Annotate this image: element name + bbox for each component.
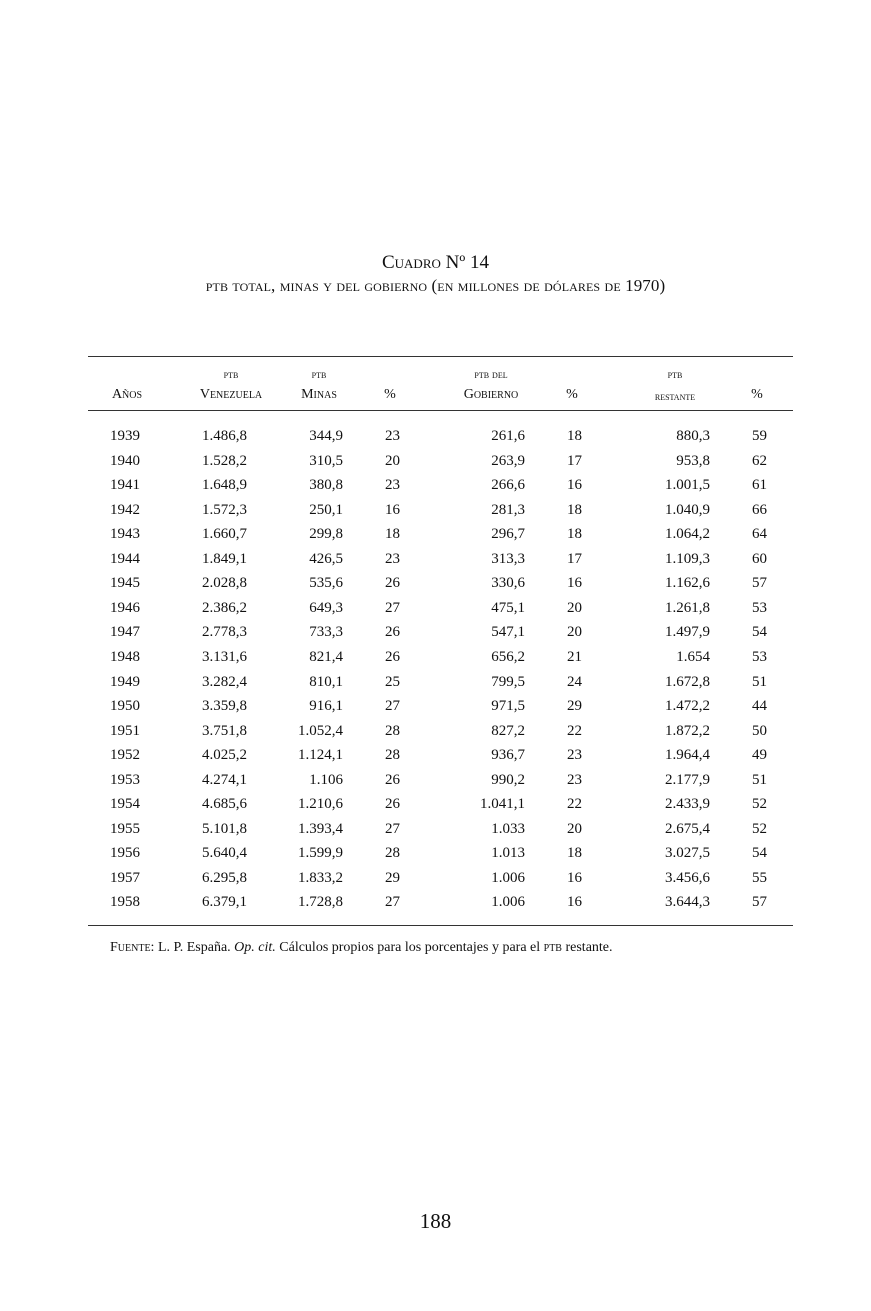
cell-pct-gobierno: 20 — [567, 820, 582, 837]
cell-ptb-minas: 916,1 — [309, 698, 343, 715]
header-ptb-venezuela: Venezuela — [199, 387, 263, 402]
cell-ptb-minas: 426,5 — [309, 550, 343, 567]
cell-ptb-gobierno: 263,9 — [491, 452, 525, 469]
cell-ptb-minas: 1.210,6 — [298, 796, 343, 813]
header-ptb-venezuela-top: ptb — [223, 367, 239, 381]
cell-year: 1956 — [110, 845, 140, 862]
cell-ptb-restante: 1.472,2 — [665, 698, 710, 715]
cell-pct-restante: 54 — [752, 845, 767, 862]
cell-pct-minas: 28 — [385, 747, 400, 764]
cell-ptb-gobierno: 313,3 — [491, 550, 525, 567]
header-pct-restante: % — [751, 387, 763, 402]
cell-ptb-gobierno: 971,5 — [491, 698, 525, 715]
source-label: Fuente: — [110, 940, 155, 955]
cell-pct-minas: 23 — [385, 550, 400, 567]
cell-ptb-minas: 1.833,2 — [298, 869, 343, 886]
cell-ptb-minas: 310,5 — [309, 452, 343, 469]
header-ptb-gobierno-top: ptb del — [474, 367, 508, 381]
cell-pct-restante: 57 — [752, 894, 767, 911]
cell-ptb-venezuela: 3.282,4 — [202, 673, 247, 690]
cell-ptb-restante: 953,8 — [676, 452, 710, 469]
source-text: restante. — [561, 940, 613, 955]
cell-ptb-venezuela: 2.028,8 — [202, 575, 247, 592]
cell-ptb-gobierno: 1.033 — [491, 820, 525, 837]
cell-ptb-gobierno: 799,5 — [491, 673, 525, 690]
cell-pct-gobierno: 16 — [567, 869, 582, 886]
cell-ptb-gobierno: 547,1 — [491, 624, 525, 641]
top-rule — [88, 356, 793, 357]
source-ptb: ptb — [543, 940, 562, 955]
cell-ptb-gobierno: 656,2 — [491, 648, 525, 665]
cell-year: 1954 — [110, 796, 140, 813]
cell-ptb-gobierno: 990,2 — [491, 771, 525, 788]
cell-pct-restante: 49 — [752, 747, 767, 764]
cell-pct-gobierno: 21 — [567, 648, 582, 665]
cell-ptb-minas: 1.393,4 — [298, 820, 343, 837]
cell-year: 1945 — [110, 575, 140, 592]
cell-ptb-restante: 880,3 — [676, 428, 710, 444]
cell-pct-restante: 64 — [752, 526, 767, 543]
cell-ptb-restante: 1.497,9 — [665, 624, 710, 641]
cell-ptb-restante: 1.261,8 — [665, 599, 710, 616]
cell-pct-gobierno: 16 — [567, 894, 582, 911]
cell-ptb-restante: 3.027,5 — [665, 845, 710, 862]
cell-ptb-restante: 1.672,8 — [665, 673, 710, 690]
table-title-number: Nº 14 — [445, 252, 490, 273]
cell-ptb-restante: 1.109,3 — [665, 550, 710, 567]
cell-pct-restante: 53 — [752, 648, 767, 665]
cell-pct-restante: 51 — [752, 771, 767, 788]
cell-year: 1952 — [110, 747, 140, 764]
cell-pct-minas: 28 — [385, 722, 400, 739]
cell-ptb-gobierno: 936,7 — [491, 747, 525, 764]
cell-ptb-venezuela: 1.572,3 — [202, 501, 247, 518]
cell-pct-restante: 55 — [752, 869, 767, 886]
cell-pct-gobierno: 23 — [567, 747, 582, 764]
header-ptb-minas-top: ptb — [311, 367, 327, 381]
cell-ptb-venezuela: 3.751,8 — [202, 722, 247, 739]
cell-ptb-minas: 380,8 — [309, 477, 343, 494]
cell-ptb-venezuela: 6.295,8 — [202, 869, 247, 886]
cell-ptb-venezuela: 5.640,4 — [202, 845, 247, 862]
cell-pct-gobierno: 22 — [567, 722, 582, 739]
cell-pct-minas: 28 — [385, 845, 400, 862]
cell-ptb-restante: 2.177,9 — [665, 771, 710, 788]
cell-ptb-restante: 2.433,9 — [665, 796, 710, 813]
cell-pct-minas: 29 — [385, 869, 400, 886]
cell-pct-minas: 27 — [385, 599, 400, 616]
table-title — [0, 252, 871, 274]
cell-year: 1944 — [110, 550, 140, 567]
cell-pct-restante: 57 — [752, 575, 767, 592]
cell-ptb-minas: 1.124,1 — [298, 747, 343, 764]
cell-ptb-gobierno: 1.006 — [491, 894, 525, 911]
cell-ptb-restante: 1.964,4 — [665, 747, 710, 764]
cell-ptb-minas: 1.106 — [309, 771, 343, 788]
cell-ptb-minas: 250,1 — [309, 501, 343, 518]
cell-year: 1940 — [110, 452, 140, 469]
cell-ptb-restante: 1.654 — [676, 648, 710, 665]
source-text: L. P. España. — [154, 940, 235, 955]
cell-pct-gobierno: 16 — [567, 575, 582, 592]
table-title-prefix: Cuadro — [381, 252, 441, 273]
cell-year: 1958 — [110, 894, 140, 911]
cell-ptb-gobierno: 1.013 — [491, 845, 525, 862]
cell-ptb-restante: 3.644,3 — [665, 894, 710, 911]
cell-pct-gobierno: 18 — [567, 501, 582, 518]
cell-ptb-gobierno: 1.041,1 — [480, 796, 525, 813]
cell-ptb-venezuela: 5.101,8 — [202, 820, 247, 837]
cell-year: 1946 — [110, 599, 140, 616]
cell-pct-gobierno: 24 — [567, 673, 582, 690]
cell-ptb-minas: 1.052,4 — [298, 722, 343, 739]
cell-ptb-minas: 299,8 — [309, 526, 343, 543]
cell-year: 1942 — [110, 501, 140, 518]
cell-pct-gobierno: 23 — [567, 771, 582, 788]
cell-pct-minas: 26 — [385, 771, 400, 788]
cell-pct-minas: 26 — [385, 648, 400, 665]
page-number: 188 — [419, 1209, 452, 1233]
cell-pct-gobierno: 29 — [567, 698, 582, 715]
cell-ptb-venezuela: 3.359,8 — [202, 698, 247, 715]
header-ptb-restante-top: ptb — [667, 367, 683, 381]
cell-year: 1950 — [110, 698, 140, 715]
cell-ptb-venezuela: 2.778,3 — [202, 624, 247, 641]
cell-ptb-restante: 2.675,4 — [665, 820, 710, 837]
cell-pct-minas: 25 — [385, 673, 400, 690]
cell-pct-restante: 51 — [752, 673, 767, 690]
cell-year: 1955 — [110, 820, 140, 837]
cell-pct-restante: 53 — [752, 599, 767, 616]
cell-ptb-gobierno: 281,3 — [491, 501, 525, 518]
cell-pct-minas: 20 — [385, 452, 400, 469]
cell-pct-minas: 26 — [385, 575, 400, 592]
cell-pct-gobierno: 22 — [567, 796, 582, 813]
cell-pct-gobierno: 17 — [567, 452, 582, 469]
cell-ptb-gobierno: 296,7 — [491, 526, 525, 543]
cell-ptb-minas: 1.599,9 — [298, 845, 343, 862]
cell-ptb-venezuela: 1.486,8 — [202, 428, 247, 444]
cell-year: 1941 — [110, 477, 140, 494]
cell-ptb-restante: 1.064,2 — [665, 526, 710, 543]
cell-pct-minas: 27 — [385, 820, 400, 837]
cell-ptb-venezuela: 4.025,2 — [202, 747, 247, 764]
cell-pct-restante: 66 — [752, 501, 767, 518]
cell-pct-minas: 16 — [385, 501, 400, 518]
source-note — [110, 940, 613, 956]
cell-year: 1957 — [110, 869, 140, 886]
cell-ptb-venezuela: 4.685,6 — [202, 796, 247, 813]
cell-pct-restante: 60 — [752, 550, 767, 567]
table-subtitle: ptb total, minas y del gobierno (en millones de dólares de 1970) — [205, 276, 666, 295]
cell-year: 1943 — [110, 526, 140, 543]
cell-year: 1951 — [110, 722, 140, 739]
header-pct-minas: % — [384, 387, 396, 402]
header-rule — [88, 410, 793, 411]
cell-ptb-venezuela: 1.660,7 — [202, 526, 247, 543]
cell-year: 1939 — [110, 428, 140, 444]
cell-year: 1953 — [110, 771, 140, 788]
cell-pct-restante: 62 — [752, 452, 767, 469]
cell-ptb-restante: 1.001,5 — [665, 477, 710, 494]
cell-pct-minas: 27 — [385, 698, 400, 715]
cell-ptb-restante: 3.456,6 — [665, 869, 710, 886]
cell-ptb-restante: 1.872,2 — [665, 722, 710, 739]
cell-ptb-venezuela: 3.131,6 — [202, 648, 247, 665]
header-ptb-restante: restante — [654, 389, 696, 403]
cell-pct-restante: 52 — [752, 820, 767, 837]
cell-pct-gobierno: 18 — [567, 428, 582, 444]
cell-pct-gobierno: 16 — [567, 477, 582, 494]
cell-ptb-gobierno: 266,6 — [491, 477, 525, 494]
cell-pct-minas: 23 — [385, 428, 400, 444]
cell-pct-minas: 26 — [385, 624, 400, 641]
cell-ptb-venezuela: 1.648,9 — [202, 477, 247, 494]
cell-pct-restante: 50 — [752, 722, 767, 739]
source-text: Cálculos propios para los porcentajes y para el — [275, 940, 544, 955]
cell-pct-restante: 61 — [752, 477, 767, 494]
cell-ptb-gobierno: 827,2 — [491, 722, 525, 739]
cell-pct-minas: 23 — [385, 477, 400, 494]
cell-pct-minas: 18 — [385, 526, 400, 543]
bottom-rule — [88, 925, 793, 926]
cell-pct-restante: 54 — [752, 624, 767, 641]
cell-ptb-minas: 821,4 — [309, 648, 343, 665]
cell-ptb-gobierno: 1.006 — [491, 869, 525, 886]
cell-pct-gobierno: 20 — [567, 599, 582, 616]
cell-ptb-venezuela: 6.379,1 — [202, 894, 247, 911]
cell-year: 1949 — [110, 673, 140, 690]
header-ptb-gobierno: Gobierno — [463, 387, 519, 402]
cell-pct-gobierno: 17 — [567, 550, 582, 567]
header-ptb-minas: Minas — [301, 387, 337, 402]
cell-ptb-venezuela: 2.386,2 — [202, 599, 247, 616]
source-citation: Op. cit. — [234, 940, 276, 955]
cell-ptb-gobierno: 475,1 — [491, 599, 525, 616]
cell-pct-restante: 59 — [752, 428, 767, 444]
cell-year: 1948 — [110, 648, 140, 665]
cell-year: 1947 — [110, 624, 140, 641]
cell-pct-restante: 52 — [752, 796, 767, 813]
cell-ptb-minas: 1.728,8 — [298, 894, 343, 911]
cell-ptb-minas: 733,3 — [309, 624, 343, 641]
cell-ptb-minas: 344,9 — [309, 428, 343, 444]
header-pct-gobierno: % — [566, 387, 578, 402]
cell-ptb-venezuela: 1.849,1 — [202, 550, 247, 567]
cell-ptb-restante: 1.040,9 — [665, 501, 710, 518]
cell-ptb-gobierno: 330,6 — [491, 575, 525, 592]
cell-pct-gobierno: 18 — [567, 845, 582, 862]
cell-ptb-minas: 535,6 — [309, 575, 343, 592]
cell-ptb-venezuela: 1.528,2 — [202, 452, 247, 469]
cell-pct-restante: 44 — [752, 698, 767, 715]
header-year: Años — [111, 387, 143, 402]
cell-pct-gobierno: 20 — [567, 624, 582, 641]
cell-pct-gobierno: 18 — [567, 526, 582, 543]
cell-ptb-minas: 649,3 — [309, 599, 343, 616]
cell-pct-minas: 26 — [385, 796, 400, 813]
cell-pct-minas: 27 — [385, 894, 400, 911]
cell-ptb-venezuela: 4.274,1 — [202, 771, 247, 788]
cell-ptb-restante: 1.162,6 — [665, 575, 710, 592]
cell-ptb-gobierno: 261,6 — [491, 428, 525, 444]
cell-ptb-minas: 810,1 — [309, 673, 343, 690]
